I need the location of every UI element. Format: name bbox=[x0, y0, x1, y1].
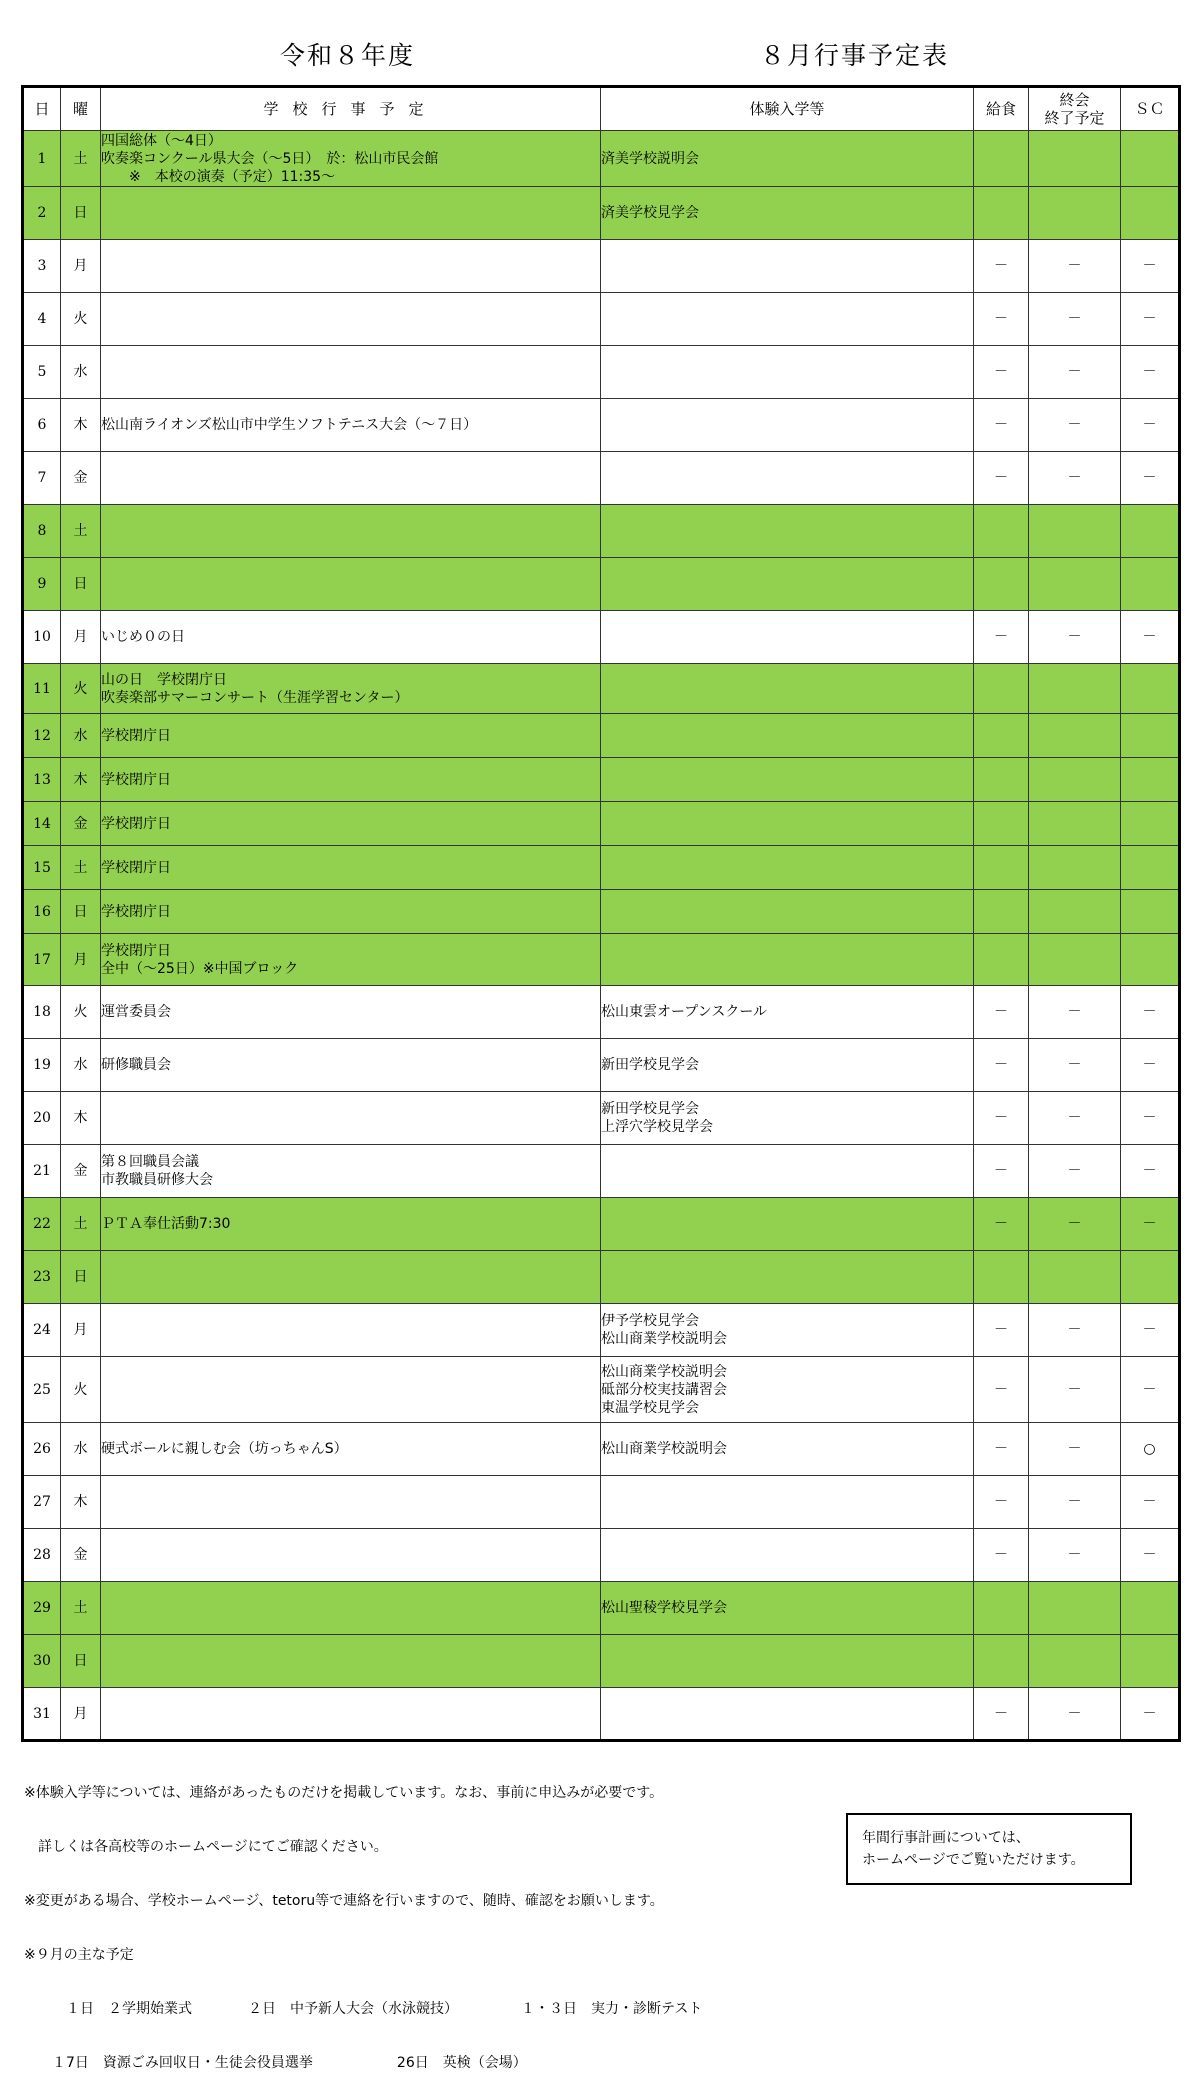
weekday-cell: 土 bbox=[61, 1582, 101, 1635]
era-year-title: 令和８年度 bbox=[280, 41, 416, 70]
sc-cell: ○ bbox=[1121, 1423, 1180, 1476]
event-cell bbox=[101, 1357, 601, 1423]
trial-admission-cell bbox=[601, 346, 974, 399]
lunch-cell: － bbox=[974, 293, 1029, 346]
event-cell: 第８回職員会議 市教職員研修大会 bbox=[101, 1145, 601, 1198]
trial-admission-cell: 済美学校説明会 bbox=[601, 131, 974, 187]
table-row bbox=[23, 1635, 1180, 1688]
day-cell: 4 bbox=[23, 293, 61, 346]
weekday-cell: 日 bbox=[61, 890, 101, 934]
day-cell: 25 bbox=[23, 1357, 61, 1423]
lunch-cell bbox=[974, 1251, 1029, 1304]
event-cell bbox=[101, 240, 601, 293]
sc-cell: － bbox=[1121, 1304, 1180, 1357]
day-cell: 8 bbox=[23, 505, 61, 558]
end-time-cell: － bbox=[1029, 293, 1121, 346]
table-row bbox=[23, 714, 1180, 758]
day-cell: 19 bbox=[23, 1039, 61, 1092]
day-cell: 28 bbox=[23, 1529, 61, 1582]
end-time-cell: － bbox=[1029, 611, 1121, 664]
event-cell: 学校閉庁日 bbox=[101, 890, 601, 934]
end-time-cell bbox=[1029, 1582, 1121, 1635]
day-cell: 20 bbox=[23, 1092, 61, 1145]
sc-cell: － bbox=[1121, 1092, 1180, 1145]
lunch-cell bbox=[974, 558, 1029, 611]
sc-cell: － bbox=[1121, 1198, 1180, 1251]
event-cell bbox=[101, 505, 601, 558]
event-cell: いじめ０の日 bbox=[101, 611, 601, 664]
trial-admission-cell bbox=[601, 846, 974, 890]
day-cell: 3 bbox=[23, 240, 61, 293]
lunch-cell: － bbox=[974, 1145, 1029, 1198]
lunch-cell: － bbox=[974, 452, 1029, 505]
end-time-cell bbox=[1029, 505, 1121, 558]
footnote-line: ※９月の主な予定 bbox=[24, 1947, 134, 1963]
sc-cell bbox=[1121, 664, 1180, 714]
end-time-cell bbox=[1029, 131, 1121, 187]
weekday-cell: 日 bbox=[61, 187, 101, 240]
lunch-cell bbox=[974, 1635, 1029, 1688]
day-cell: 14 bbox=[23, 802, 61, 846]
end-time-cell bbox=[1029, 714, 1121, 758]
event-cell bbox=[101, 1476, 601, 1529]
end-time-cell bbox=[1029, 1251, 1121, 1304]
end-time-cell: － bbox=[1029, 240, 1121, 293]
sc-cell bbox=[1121, 1582, 1180, 1635]
sc-cell: － bbox=[1121, 1039, 1180, 1092]
table-header-row bbox=[23, 87, 1180, 131]
weekday-cell: 土 bbox=[61, 846, 101, 890]
trial-admission-cell bbox=[601, 1529, 974, 1582]
day-cell: 23 bbox=[23, 1251, 61, 1304]
table-row bbox=[23, 131, 1180, 187]
weekday-cell: 木 bbox=[61, 1476, 101, 1529]
table-row bbox=[23, 1688, 1180, 1741]
end-time-cell: － bbox=[1029, 1092, 1121, 1145]
weekday-cell: 金 bbox=[61, 1145, 101, 1198]
table-row bbox=[23, 758, 1180, 802]
sc-cell: － bbox=[1121, 1476, 1180, 1529]
footnote-line: ※体験入学等については、連絡があったものだけを掲載しています。なお、事前に申込みが必要です。 bbox=[24, 1785, 664, 1801]
sc-cell: － bbox=[1121, 611, 1180, 664]
lunch-cell: － bbox=[974, 399, 1029, 452]
weekday-cell: 月 bbox=[61, 1304, 101, 1357]
end-time-cell: － bbox=[1029, 1145, 1121, 1198]
table-row bbox=[23, 664, 1180, 714]
table-row bbox=[23, 452, 1180, 505]
day-cell: 27 bbox=[23, 1476, 61, 1529]
table-row bbox=[23, 1198, 1180, 1251]
lunch-cell bbox=[974, 758, 1029, 802]
weekday-cell: 水 bbox=[61, 346, 101, 399]
event-cell: 研修職員会 bbox=[101, 1039, 601, 1092]
trial-admission-cell bbox=[601, 293, 974, 346]
event-cell: 山の日 学校閉庁日 吹奏楽部サマーコンサート（生涯学習センター） bbox=[101, 664, 601, 714]
trial-admission-cell bbox=[601, 1251, 974, 1304]
weekday-cell: 土 bbox=[61, 505, 101, 558]
weekday-cell: 金 bbox=[61, 1529, 101, 1582]
sc-cell: － bbox=[1121, 399, 1180, 452]
event-cell: 学校閉庁日 bbox=[101, 758, 601, 802]
lunch-cell: － bbox=[974, 1092, 1029, 1145]
table-row bbox=[23, 1145, 1180, 1198]
table-row bbox=[23, 1582, 1180, 1635]
lunch-cell: － bbox=[974, 1476, 1029, 1529]
weekday-cell: 火 bbox=[61, 1357, 101, 1423]
event-cell bbox=[101, 187, 601, 240]
sc-cell: － bbox=[1121, 1357, 1180, 1423]
end-time-cell: － bbox=[1029, 1357, 1121, 1423]
trial-admission-cell bbox=[601, 890, 974, 934]
lunch-cell bbox=[974, 664, 1029, 714]
end-time-cell: － bbox=[1029, 1198, 1121, 1251]
table-row bbox=[23, 346, 1180, 399]
day-cell: 29 bbox=[23, 1582, 61, 1635]
day-cell: 22 bbox=[23, 1198, 61, 1251]
annual-plan-note-box: 年間行事計画については、 ホームページでご覧いただけます。 bbox=[846, 1813, 1132, 1885]
table-row bbox=[23, 846, 1180, 890]
event-cell bbox=[101, 1251, 601, 1304]
col-header-weekday: 曜 bbox=[61, 87, 101, 131]
event-cell: 硬式ボールに親しむ会（坊っちゃんS） bbox=[101, 1423, 601, 1476]
table-row bbox=[23, 1039, 1180, 1092]
end-time-cell: － bbox=[1029, 1688, 1121, 1741]
day-cell: 24 bbox=[23, 1304, 61, 1357]
weekday-cell: 土 bbox=[61, 131, 101, 187]
event-cell bbox=[101, 293, 601, 346]
event-cell bbox=[101, 1582, 601, 1635]
trial-admission-cell bbox=[601, 1145, 974, 1198]
sc-cell bbox=[1121, 505, 1180, 558]
table-row bbox=[23, 293, 1180, 346]
day-cell: 15 bbox=[23, 846, 61, 890]
lunch-cell bbox=[974, 890, 1029, 934]
event-cell: ＰＴＡ奉仕活動7:30 bbox=[101, 1198, 601, 1251]
table-row bbox=[23, 505, 1180, 558]
day-cell: 30 bbox=[23, 1635, 61, 1688]
table-row bbox=[23, 890, 1180, 934]
end-time-cell: － bbox=[1029, 1423, 1121, 1476]
table-row bbox=[23, 1357, 1180, 1423]
trial-admission-cell bbox=[601, 399, 974, 452]
weekday-cell: 木 bbox=[61, 758, 101, 802]
end-time-cell: － bbox=[1029, 1039, 1121, 1092]
sc-cell bbox=[1121, 187, 1180, 240]
weekday-cell: 木 bbox=[61, 399, 101, 452]
trial-admission-cell bbox=[601, 1198, 974, 1251]
trial-admission-cell bbox=[601, 611, 974, 664]
table-row bbox=[23, 1529, 1180, 1582]
col-header-day: 日 bbox=[23, 87, 61, 131]
trial-admission-cell bbox=[601, 1688, 974, 1741]
weekday-cell: 火 bbox=[61, 664, 101, 714]
day-cell: 7 bbox=[23, 452, 61, 505]
weekday-cell: 火 bbox=[61, 293, 101, 346]
trial-admission-cell: 新田学校見学会 上浮穴学校見学会 bbox=[601, 1092, 974, 1145]
trial-admission-cell bbox=[601, 714, 974, 758]
sc-cell bbox=[1121, 846, 1180, 890]
end-time-cell bbox=[1029, 890, 1121, 934]
footnotes bbox=[24, 1748, 844, 2090]
weekday-cell: 水 bbox=[61, 714, 101, 758]
event-cell: 四国総体（～4日） 吹奏楽コンクール県大会（～5日） 於：松山市民会館 ※ 本校の演奏（予定）11:35～ bbox=[101, 131, 601, 187]
weekday-cell: 金 bbox=[61, 452, 101, 505]
weekday-cell: 木 bbox=[61, 1092, 101, 1145]
trial-admission-cell bbox=[601, 240, 974, 293]
weekday-cell: 月 bbox=[61, 611, 101, 664]
day-cell: 26 bbox=[23, 1423, 61, 1476]
col-header-trial-admission: 体験入学等 bbox=[601, 87, 974, 131]
lunch-cell: － bbox=[974, 1304, 1029, 1357]
day-cell: 10 bbox=[23, 611, 61, 664]
sc-cell bbox=[1121, 802, 1180, 846]
day-cell: 21 bbox=[23, 1145, 61, 1198]
sc-cell: － bbox=[1121, 986, 1180, 1039]
day-cell: 31 bbox=[23, 1688, 61, 1741]
table-row bbox=[23, 802, 1180, 846]
trial-admission-cell bbox=[601, 802, 974, 846]
event-cell: 運営委員会 bbox=[101, 986, 601, 1039]
lunch-cell: － bbox=[974, 1357, 1029, 1423]
trial-admission-cell: 松山商業学校説明会 砥部分校実技講習会 東温学校見学会 bbox=[601, 1357, 974, 1423]
lunch-cell bbox=[974, 187, 1029, 240]
table-row bbox=[23, 1251, 1180, 1304]
sc-cell bbox=[1121, 934, 1180, 986]
end-time-cell bbox=[1029, 846, 1121, 890]
weekday-cell: 土 bbox=[61, 1198, 101, 1251]
month-schedule-title: ８月行事予定表 bbox=[760, 41, 950, 70]
lunch-cell: － bbox=[974, 986, 1029, 1039]
footnote-line: 詳しくは各高校等のホームページにてご確認ください。 bbox=[24, 1839, 388, 1855]
lunch-cell: － bbox=[974, 611, 1029, 664]
sc-cell bbox=[1121, 1251, 1180, 1304]
event-cell: 学校閉庁日 全中（～25日）※中国ブロック bbox=[101, 934, 601, 986]
lunch-cell bbox=[974, 131, 1029, 187]
end-time-cell: － bbox=[1029, 1304, 1121, 1357]
weekday-cell: 火 bbox=[61, 986, 101, 1039]
lunch-cell: － bbox=[974, 346, 1029, 399]
weekday-cell: 金 bbox=[61, 802, 101, 846]
day-cell: 17 bbox=[23, 934, 61, 986]
table-row bbox=[23, 187, 1180, 240]
sc-cell: － bbox=[1121, 1529, 1180, 1582]
lunch-cell bbox=[974, 802, 1029, 846]
trial-admission-cell: 松山東雲オープンスクール bbox=[601, 986, 974, 1039]
weekday-cell: 月 bbox=[61, 240, 101, 293]
trial-admission-cell: 済美学校見学会 bbox=[601, 187, 974, 240]
table-row bbox=[23, 1423, 1180, 1476]
lunch-cell: － bbox=[974, 1039, 1029, 1092]
weekday-cell: 水 bbox=[61, 1039, 101, 1092]
sc-cell bbox=[1121, 890, 1180, 934]
sc-cell bbox=[1121, 558, 1180, 611]
day-cell: 16 bbox=[23, 890, 61, 934]
event-cell bbox=[101, 1635, 601, 1688]
sc-cell bbox=[1121, 758, 1180, 802]
end-time-cell: － bbox=[1029, 1529, 1121, 1582]
table-row bbox=[23, 240, 1180, 293]
sc-cell: － bbox=[1121, 1688, 1180, 1741]
footnote-line: １日 ２学期始業式 ２日 中予新人大会（水泳競技） １・３日 実力・診断テスト bbox=[24, 2001, 703, 2017]
table-row bbox=[23, 1304, 1180, 1357]
end-time-cell bbox=[1029, 558, 1121, 611]
weekday-cell: 日 bbox=[61, 1635, 101, 1688]
event-cell bbox=[101, 1529, 601, 1582]
lunch-cell: － bbox=[974, 1529, 1029, 1582]
trial-admission-cell bbox=[601, 505, 974, 558]
lunch-cell bbox=[974, 505, 1029, 558]
event-cell bbox=[101, 1304, 601, 1357]
sc-cell: － bbox=[1121, 1145, 1180, 1198]
event-cell bbox=[101, 558, 601, 611]
end-time-cell bbox=[1029, 187, 1121, 240]
table-row bbox=[23, 399, 1180, 452]
footnote-line: １7日 資源ごみ回収日・生徒会役員選挙 26日 英検（会場） bbox=[24, 2055, 527, 2071]
col-header-lunch: 給食 bbox=[974, 87, 1029, 131]
end-time-cell bbox=[1029, 802, 1121, 846]
trial-admission-cell bbox=[601, 1476, 974, 1529]
event-cell: 松山南ライオンズ松山市中学生ソフトテニス大会（～７日） bbox=[101, 399, 601, 452]
event-cell: 学校閉庁日 bbox=[101, 846, 601, 890]
day-cell: 6 bbox=[23, 399, 61, 452]
lunch-cell bbox=[974, 846, 1029, 890]
sc-cell: － bbox=[1121, 240, 1180, 293]
trial-admission-cell bbox=[601, 558, 974, 611]
day-cell: 13 bbox=[23, 758, 61, 802]
trial-admission-cell: 松山聖稜学校見学会 bbox=[601, 1582, 974, 1635]
sc-cell: － bbox=[1121, 452, 1180, 505]
table-row bbox=[23, 1476, 1180, 1529]
weekday-cell: 水 bbox=[61, 1423, 101, 1476]
sc-cell: － bbox=[1121, 346, 1180, 399]
event-cell bbox=[101, 1092, 601, 1145]
end-time-cell: － bbox=[1029, 346, 1121, 399]
end-time-cell bbox=[1029, 664, 1121, 714]
col-header-events: 学校行事予定 bbox=[101, 87, 601, 131]
table-row bbox=[23, 1092, 1180, 1145]
trial-admission-cell bbox=[601, 1635, 974, 1688]
table-row bbox=[23, 558, 1180, 611]
sc-cell bbox=[1121, 1635, 1180, 1688]
weekday-cell: 月 bbox=[61, 1688, 101, 1741]
end-time-cell: － bbox=[1029, 986, 1121, 1039]
end-time-cell bbox=[1029, 1635, 1121, 1688]
schedule-table bbox=[21, 85, 1181, 1742]
lunch-cell: － bbox=[974, 1198, 1029, 1251]
end-time-cell bbox=[1029, 758, 1121, 802]
table-row bbox=[23, 934, 1180, 986]
day-cell: 9 bbox=[23, 558, 61, 611]
day-cell: 11 bbox=[23, 664, 61, 714]
weekday-cell: 月 bbox=[61, 934, 101, 986]
trial-admission-cell bbox=[601, 452, 974, 505]
trial-admission-cell bbox=[601, 934, 974, 986]
weekday-cell: 日 bbox=[61, 558, 101, 611]
trial-admission-cell: 伊予学校見学会 松山商業学校説明会 bbox=[601, 1304, 974, 1357]
footnote-line: ※変更がある場合、学校ホームページ、tetoru等で連絡を行いますので、随時、確認をお願いします。 bbox=[24, 1893, 664, 1909]
day-cell: 12 bbox=[23, 714, 61, 758]
sc-cell bbox=[1121, 131, 1180, 187]
col-header-end-time: 終会 終了予定 bbox=[1029, 87, 1121, 131]
event-cell: 学校閉庁日 bbox=[101, 714, 601, 758]
lunch-cell: － bbox=[974, 1423, 1029, 1476]
day-cell: 5 bbox=[23, 346, 61, 399]
trial-admission-cell: 新田学校見学会 bbox=[601, 1039, 974, 1092]
sc-cell: － bbox=[1121, 293, 1180, 346]
col-header-sc: ＳＣ bbox=[1121, 87, 1180, 131]
trial-admission-cell bbox=[601, 758, 974, 802]
end-time-cell: － bbox=[1029, 399, 1121, 452]
day-cell: 18 bbox=[23, 986, 61, 1039]
event-cell bbox=[101, 346, 601, 399]
table-row bbox=[23, 611, 1180, 664]
sc-cell bbox=[1121, 714, 1180, 758]
event-cell: 学校閉庁日 bbox=[101, 802, 601, 846]
lunch-cell: － bbox=[974, 240, 1029, 293]
lunch-cell bbox=[974, 934, 1029, 986]
end-time-cell: － bbox=[1029, 1476, 1121, 1529]
lunch-cell bbox=[974, 1582, 1029, 1635]
event-cell bbox=[101, 452, 601, 505]
end-time-cell: － bbox=[1029, 452, 1121, 505]
trial-admission-cell bbox=[601, 664, 974, 714]
weekday-cell: 日 bbox=[61, 1251, 101, 1304]
day-cell: 1 bbox=[23, 131, 61, 187]
trial-admission-cell: 松山商業学校説明会 bbox=[601, 1423, 974, 1476]
event-cell bbox=[101, 1688, 601, 1741]
day-cell: 2 bbox=[23, 187, 61, 240]
end-time-cell bbox=[1029, 934, 1121, 986]
lunch-cell: － bbox=[974, 1688, 1029, 1741]
lunch-cell bbox=[974, 714, 1029, 758]
table-row bbox=[23, 986, 1180, 1039]
